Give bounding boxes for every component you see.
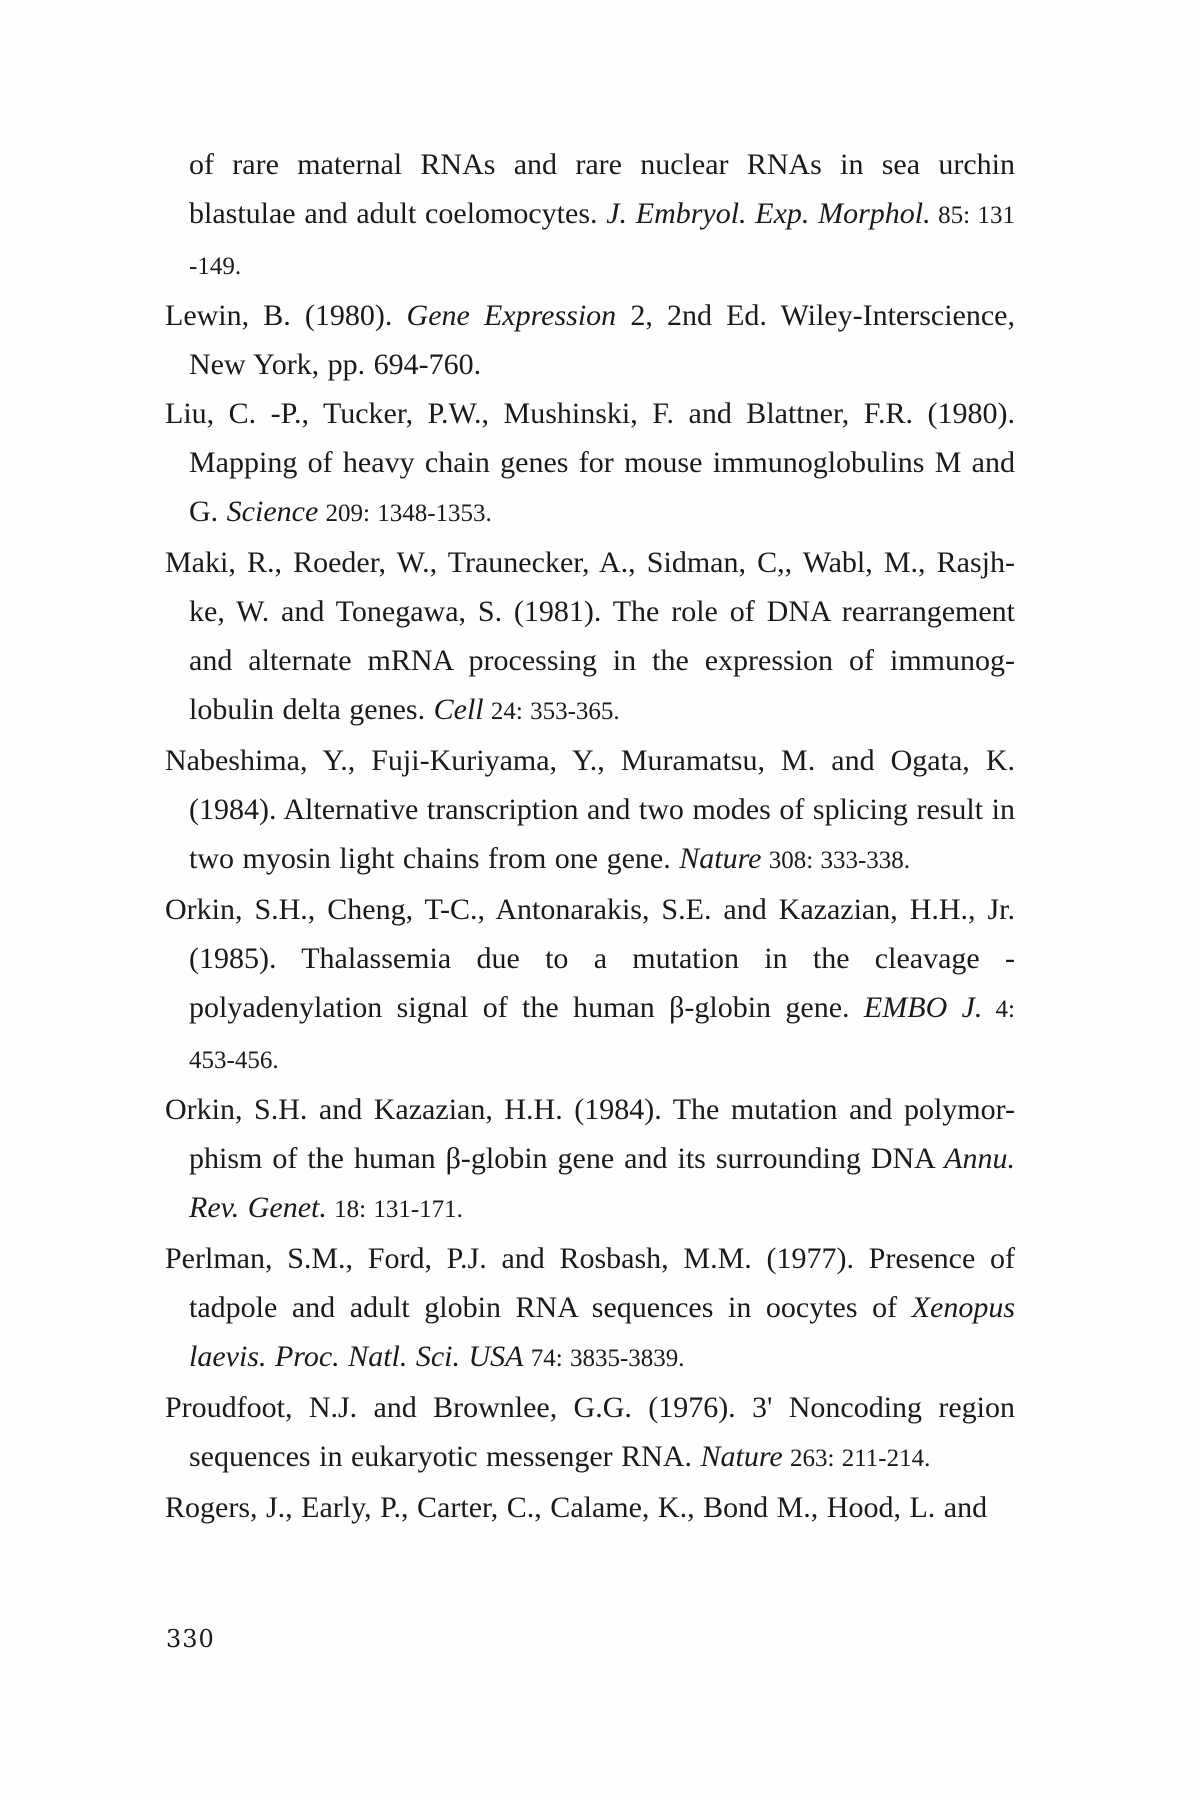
reference-text: of rare maternal RNAs and rare nuclear RNAs in sea urchin blastulae and adult coelomocytes. xyxy=(189,148,1015,230)
reference-entry xyxy=(165,538,1015,736)
reference-text: Nabeshima, Y., Fuji-Kuriyama, Y., Muramatsu, M. and Ogata, K. (1984). Alternative transcription and two modes of splicing result in two myosin light chains from one gene. xyxy=(165,744,1015,875)
reference-text: 18: 131-171. xyxy=(326,1196,463,1223)
reference-text: 209: 1348-1353. xyxy=(318,500,492,527)
reference-text: Orkin, S.H. and Kazazian, H.H. (1984). The mutation and polymor-phism of the human β-globin gene and its surrounding DNA xyxy=(165,1093,1015,1175)
reference-entry xyxy=(165,885,1015,1085)
reference-journal: Gene Expression xyxy=(406,299,617,332)
reference-journal: Annu. Rev. Genet. xyxy=(189,1142,1015,1224)
reference-text: 74: 3835-3839. xyxy=(523,1345,685,1372)
reference-text: 85: 131 -149. xyxy=(189,202,1015,280)
reference-journal: Nature xyxy=(700,1440,783,1473)
reference-entry xyxy=(165,291,1015,389)
reference-text: Liu, C. -P., Tucker, P.W., Mushinski, F. and Blattner, F.R. (1980). Mapping of heavy chain genes for mouse immunoglobulins M and G. xyxy=(165,397,1015,528)
reference-entry xyxy=(165,1234,1015,1383)
reference-entry xyxy=(165,1085,1015,1234)
reference-text: Lewin, B. (1980). xyxy=(165,299,407,332)
reference-entry xyxy=(165,736,1015,885)
reference-journal: Cell xyxy=(433,693,484,726)
reference-text: 308: 333-338. xyxy=(761,847,911,874)
reference-journal: Science xyxy=(226,495,319,528)
reference-entry xyxy=(165,1483,1015,1532)
reference-list xyxy=(165,140,1015,1532)
reference-text: Maki, R., Roeder, W., Traunecker, A., Sidman, C,, Wabl, M., Rasjh-ke, W. and Tonegawa, S. (1981). The role of DNA rearrangement and alternate mRNA processing in the expression of immunog-lobulin delta genes. xyxy=(165,546,1015,726)
reference-entry xyxy=(165,389,1015,538)
reference-entry xyxy=(165,1383,1015,1483)
page-number: 330 xyxy=(166,1625,215,1653)
reference-text: Rogers, J., Early, P., Carter, C., Calame, K., Bond M., Hood, L. and xyxy=(165,1491,988,1524)
reference-entry xyxy=(165,140,1015,291)
reference-text: Perlman, S.M., Ford, P.J. and Rosbash, M.M. (1977). Presence of tadpole and adult globin RNA sequences in oocytes of xyxy=(165,1242,1015,1324)
reference-text: 24: 353-365. xyxy=(483,698,620,725)
reference-text: Orkin, S.H., Cheng, T-C., Antonarakis, S.E. and Kazazian, H.H., Jr. (1985). Thalassemia due to a mutation in the cleavage -polyadenylation signal of the human β-globin gene. xyxy=(165,893,1015,1024)
reference-journal: Xenopus laevis. Proc. Natl. Sci. USA xyxy=(189,1291,1015,1373)
reference-text: 263: 211-214. xyxy=(782,1445,931,1472)
reference-journal: Nature xyxy=(679,842,762,875)
reference-text: 4: 453-456. xyxy=(189,996,1015,1074)
reference-journal: EMBO J. xyxy=(863,991,983,1024)
reference-journal: J. Embryol. Exp. Morphol. xyxy=(606,197,931,230)
reference-text: 2, 2nd Ed. Wiley-Interscience, New York, pp. 694-760. xyxy=(189,299,1016,381)
reference-text: Proudfoot, N.J. and Brownlee, G.G. (1976). 3' Noncoding region sequences in eukaryotic messenger RNA. xyxy=(165,1391,1015,1473)
